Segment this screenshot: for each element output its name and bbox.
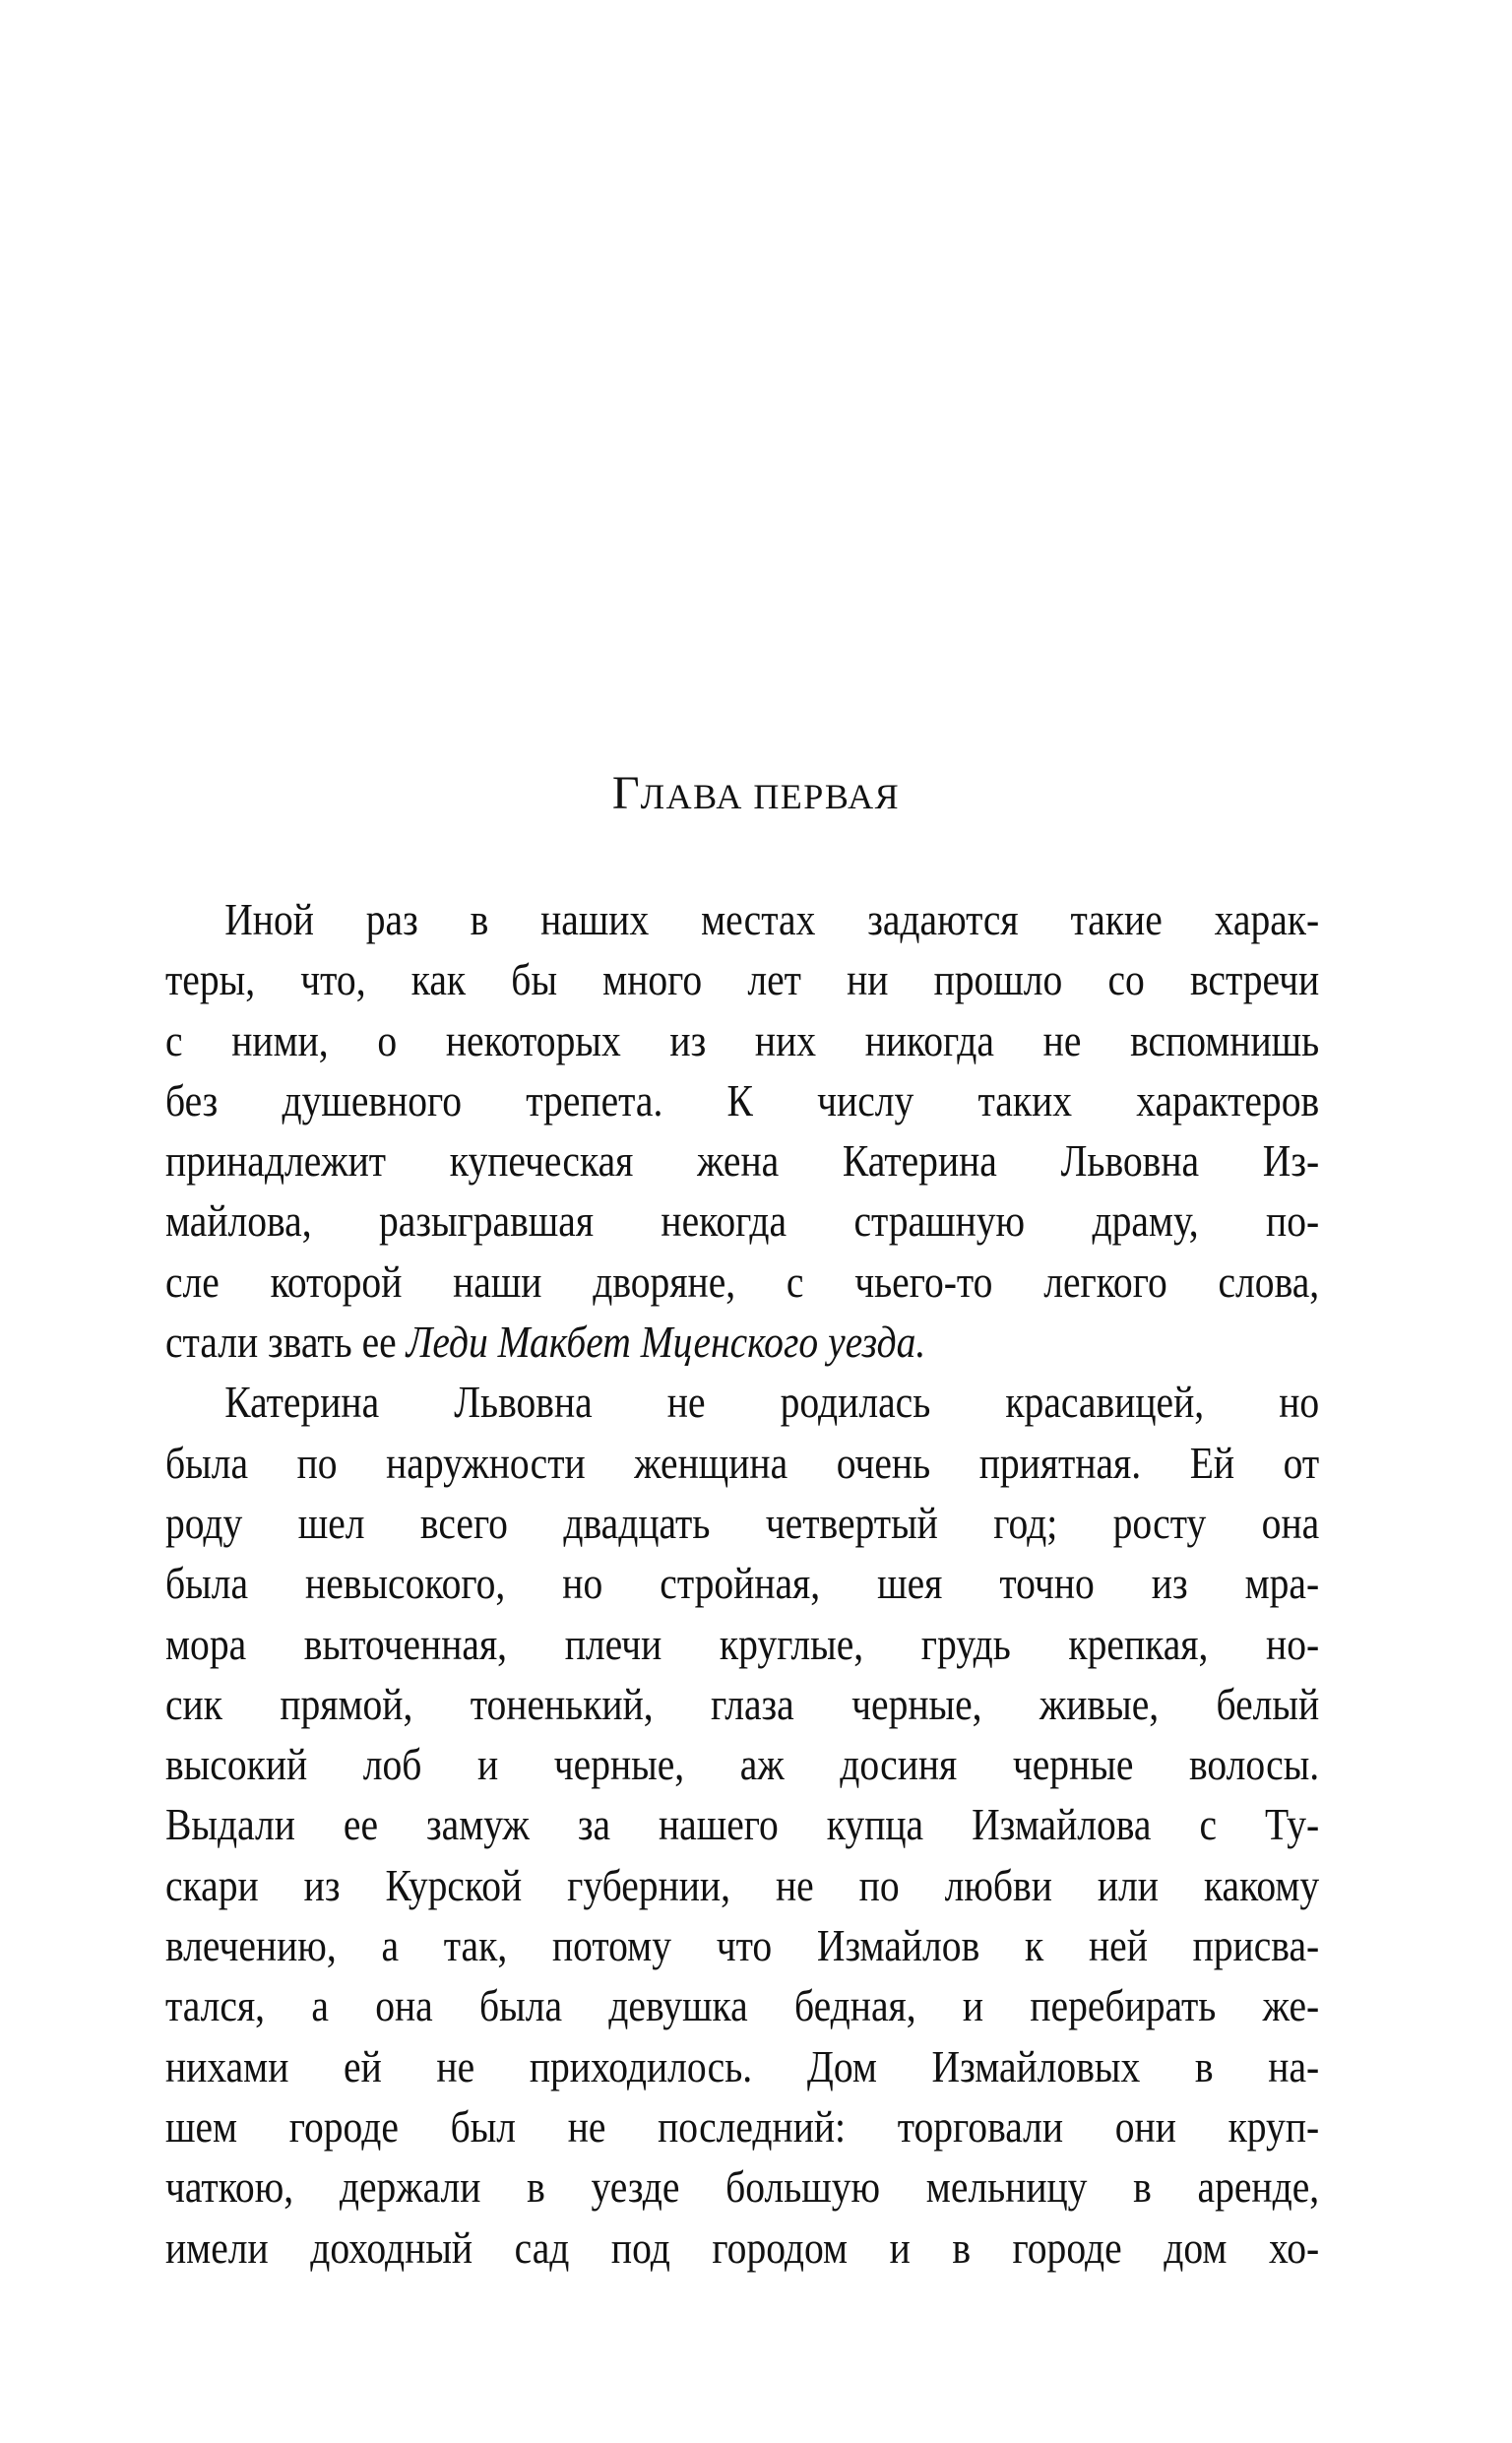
text-line: шем городе был не последний: торговали они круп- <box>165 2100 1320 2152</box>
text-line: нихами ей не приходилось. Дом Измайловых в на- <box>165 2040 1320 2091</box>
text-line: была по наружности женщина очень приятная. Ей от <box>165 1437 1320 1488</box>
chapter-title-initial: Г <box>611 767 641 819</box>
text-line: сле которой наши дворяне, с чьего-то легкого слова, <box>165 1255 1320 1307</box>
text-line: Выдали ее замуж за нашего купца Измайлова с Ту- <box>165 1799 1320 1850</box>
text-line: теры, что, как бы много лет ни прошло со встречи <box>165 954 1320 1005</box>
text-line: имели доходный сад под городом и в городе дом хо- <box>165 2221 1320 2273</box>
text-line: высокий лоб и черные, аж досиня черные волосы. <box>165 1739 1320 1790</box>
text-line: без душевного трепета. К числу таких характеров <box>165 1074 1320 1125</box>
text-line: была невысокого, но стройная, шея точно из мра- <box>165 1558 1320 1609</box>
text-line: чаткою, держали в уезде большую мельницу в аренде, <box>165 2161 1320 2213</box>
text-line: скари из Курской губернии, не по любви или какому <box>165 1859 1320 1910</box>
text-line: майлова, разыгравшая некогда страшную драму, по- <box>165 1195 1320 1247</box>
italic-title: Леди Макбет Мценского уезда. <box>406 1317 926 1368</box>
text-line <box>165 1312 1319 1372</box>
text-line: принадлежит купеческая жена Катерина Львовна Из- <box>165 1135 1320 1187</box>
text-line: Иной раз в наших местах задаются такие харак- <box>224 894 1320 944</box>
text-line: с ними, о некоторых из них никогда не вспомнишь <box>165 1014 1320 1065</box>
text-line: тался, а она была девушка бедная, и перебирать же- <box>165 1980 1320 2031</box>
chapter-title <box>0 766 1512 824</box>
body-text <box>165 889 1319 2278</box>
text-line: сик прямой, тоненький, глаза черные, живые, белый <box>165 1678 1320 1729</box>
text-line: влечению, а так, потому что Измайлов к ней присва- <box>165 1920 1320 1971</box>
chapter-title-rest: ЛАВА ПЕРВАЯ <box>640 777 901 816</box>
text-line: мора выточенная, плечи круглые, грудь крепкая, но- <box>165 1618 1320 1669</box>
text-line: Катерина Львовна не родилась красавицей, но <box>224 1377 1320 1428</box>
text-run: стали звать ее <box>165 1317 407 1368</box>
text-line: роду шел всего двадцать четвертый год; росту она <box>165 1497 1320 1548</box>
